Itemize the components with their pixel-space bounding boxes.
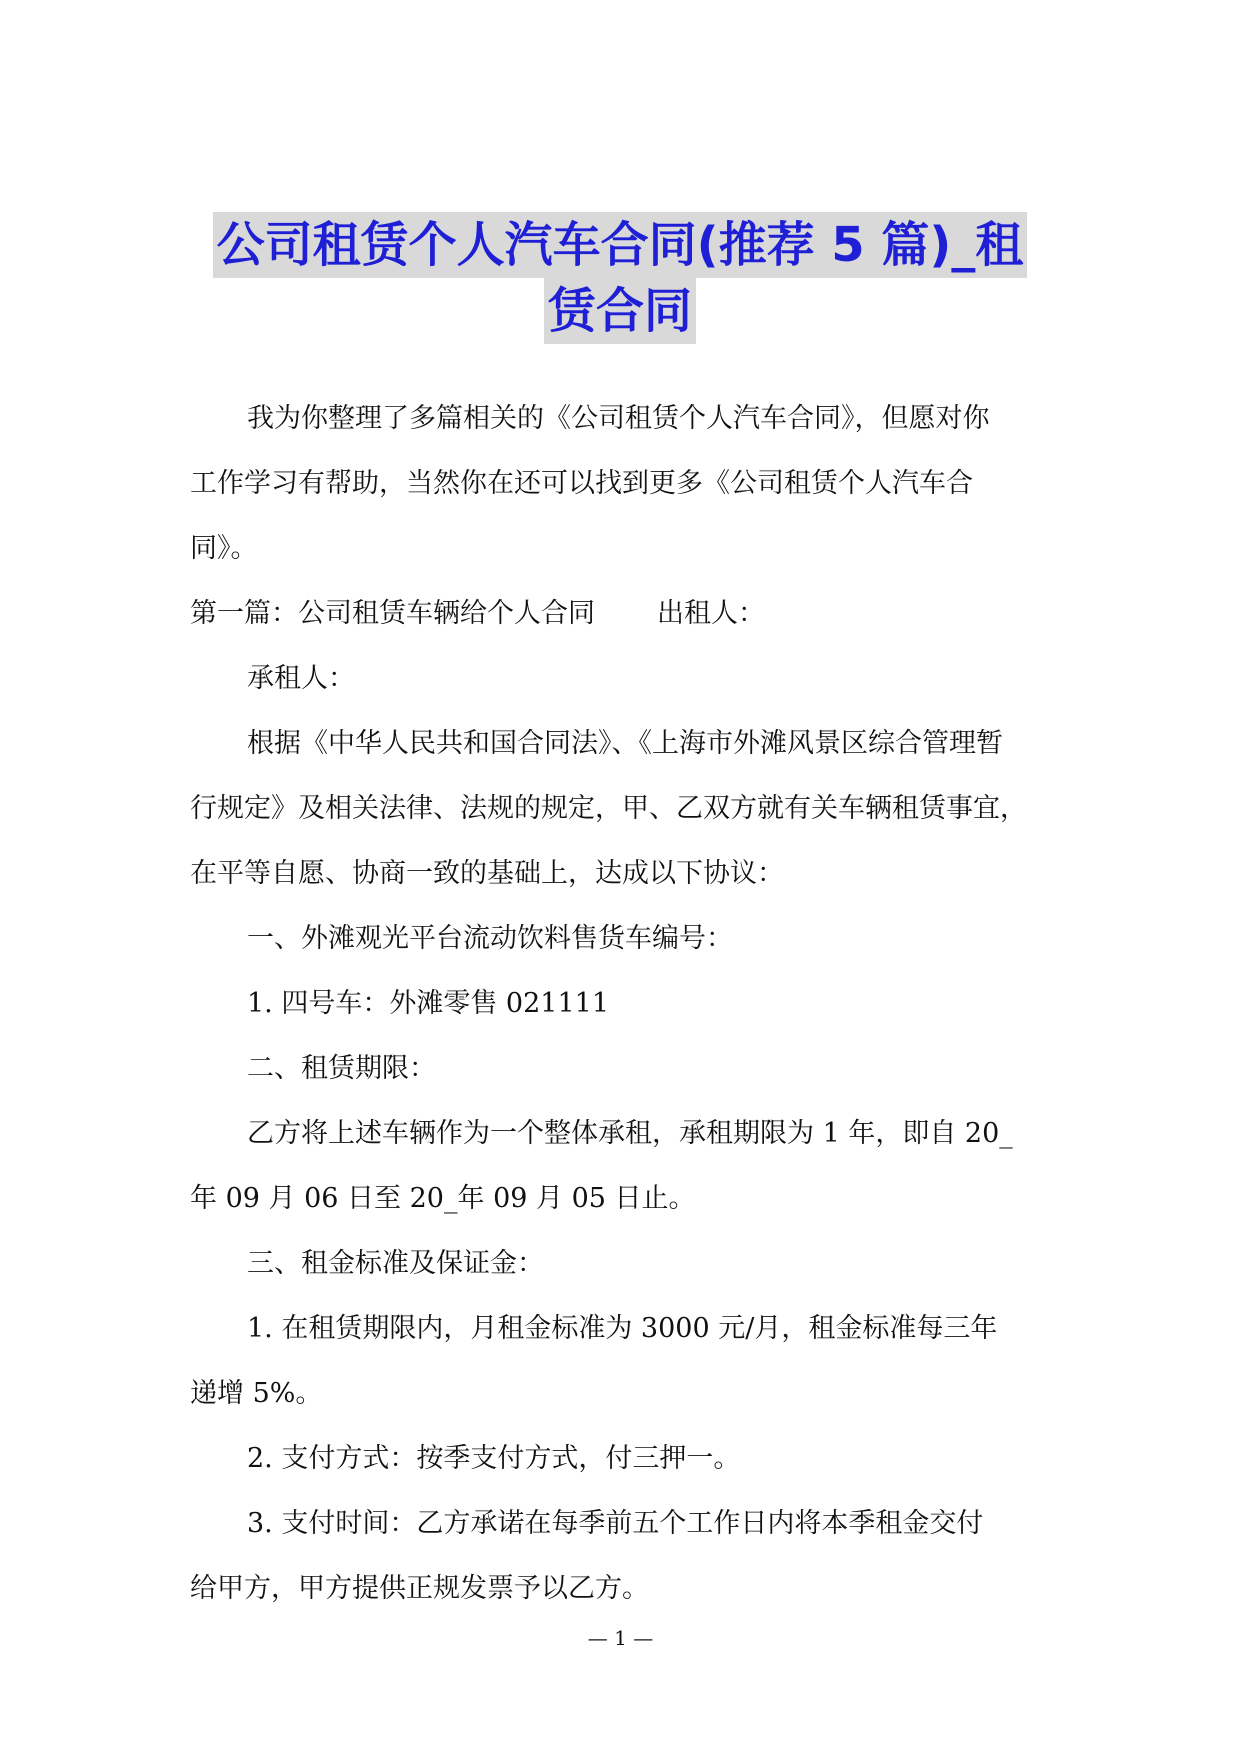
clause-3-item-2: 2. 支付方式：按季支付方式，付三押一。 xyxy=(247,1443,741,1474)
clause-1-item-1: 1. 四号车：外滩零售 021111 xyxy=(247,988,609,1019)
intro-line-2: 工作学习有帮助，当然你在还可以找到更多《公司租赁个人汽车合 xyxy=(190,468,973,499)
basis-line-3: 在平等自愿、协商一致的基础上，达成以下协议： xyxy=(190,858,784,889)
basis-line-1: 根据《中华人民共和国合同法》、《上海市外滩风景区综合管理暂 xyxy=(247,728,1003,759)
clause-2-line-1: 乙方将上述车辆作为一个整体承租，承租期限为 1 年，即自 20_ xyxy=(247,1118,1013,1149)
document-title xyxy=(180,212,1060,344)
clause-2-heading: 二、租赁期限： xyxy=(247,1053,436,1084)
intro-line-3: 同》。 xyxy=(190,533,258,564)
title-line-2: 赁合同 xyxy=(544,278,696,344)
clause-3-item-3-line-1: 3. 支付时间：乙方承诺在每季前五个工作日内将本季租金交付 xyxy=(247,1508,984,1539)
clause-3-heading: 三、租金标准及保证金： xyxy=(247,1248,544,1279)
lessee-label: 承租人： xyxy=(247,663,355,694)
intro-line-1: 我为你整理了多篇相关的《公司租赁个人汽车合同》，但愿对你 xyxy=(247,403,990,434)
section-heading: 第一篇：公司租赁车辆给个人合同 xyxy=(190,598,595,629)
document-body xyxy=(190,386,1060,1621)
clause-3-item-1-line-1: 1. 在租赁期限内，月租金标准为 3000 元/月，租金标准每三年 xyxy=(247,1313,998,1344)
section-heading-line xyxy=(190,581,1060,646)
clause-3-item-3-line-2: 给甲方，甲方提供正规发票予以乙方。 xyxy=(190,1573,649,1604)
lessor-label: 出租人： xyxy=(657,598,765,629)
clause-2-line-2: 年 09 月 06 日至 20_年 09 月 05 日止。 xyxy=(190,1183,696,1214)
title-line-1: 公司租赁个人汽车合同(推荐 5 篇)_租 xyxy=(213,212,1028,278)
basis-line-2: 行规定》及相关法律、法规的规定，甲、乙双方就有关车辆租赁事宜， xyxy=(190,793,1027,824)
page-number: — 1 — xyxy=(587,1626,654,1650)
clause-1-heading: 一、外滩观光平台流动饮料售货车编号： xyxy=(247,923,733,954)
clause-3-item-1-line-2: 递增 5%。 xyxy=(190,1378,323,1409)
